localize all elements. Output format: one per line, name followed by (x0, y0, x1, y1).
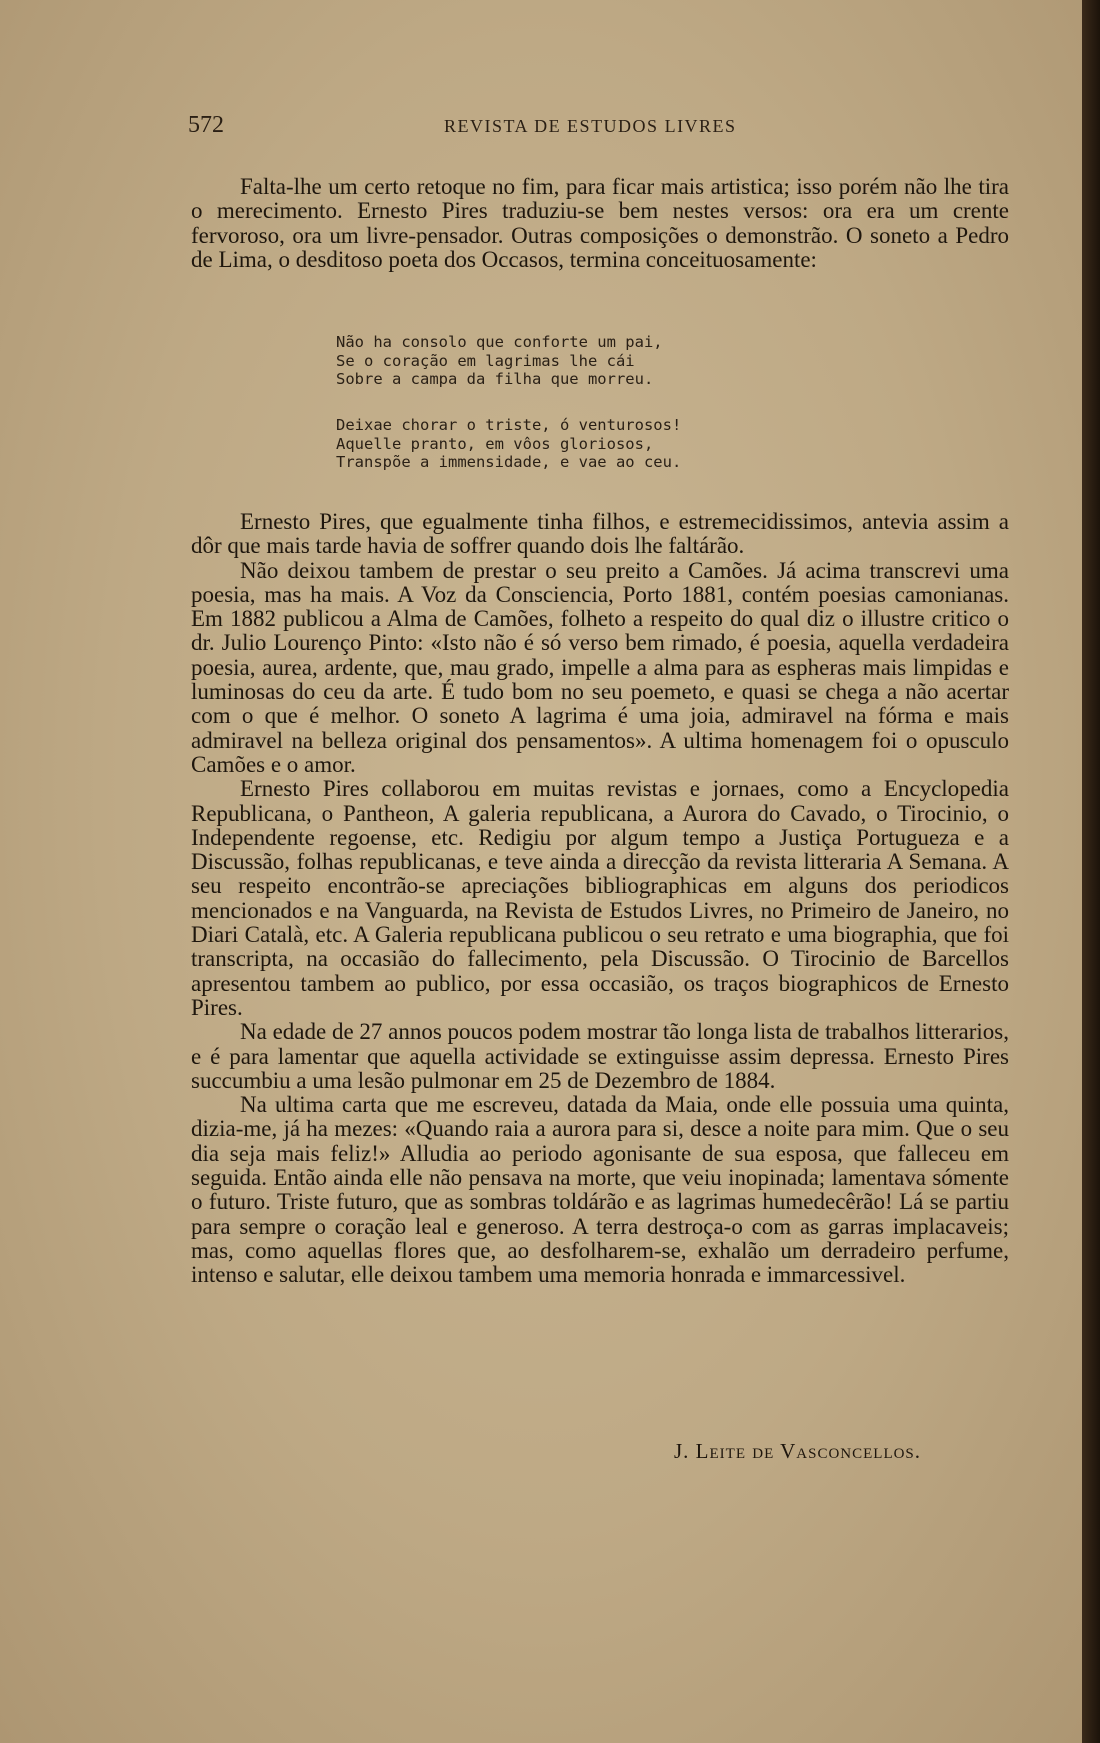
poem-line: Sobre a campa da filha que morreu. (336, 370, 654, 388)
poem-stanza-1 (336, 333, 856, 389)
paragraph: Na ultima carta que me escreveu, datada da Maia, onde elle possuia uma quinta, dizia-me, já ha mezes: «Quando raia a aurora para si, desce a noite para mim. Que o seu dia seja mais feliz!» Alludia ao periodo agonisante de sua esposa, que falleceu em seguida. Então ainda elle não pensava na morte, que veiu inopinada; lamentava sómente o futuro. Triste futuro, que as sombras toldárão e as lagrimas humedecêrão! Lá se partiu para sempre o coração leal e generoso. A terra destroça-o com as garras implacaveis; mas, como aquellas flores que, ao desfolharem-se, exhalão um derradeiro perfume, intenso e salutar, elle deixou tambem uma memoria honrada e immarcessivel. (191, 1092, 1009, 1288)
intro-paragraph: Falta-lhe um certo retoque no fim, para ficar mais artistica; isso porém não lhe tira o merecimento. Ernesto Pires traduziu-se bem nestes versos: ora era um crente fervoroso, ora um livre-pensador. Outras composições o demonstrão. O soneto a Pedro de Lima, o desditoso poeta dos Occasos, termina conceituosamente: (191, 174, 1009, 272)
intro-paragraph-block (191, 175, 1009, 272)
poem-line: Se o coração em lagrimas lhe cái (336, 351, 635, 370)
book-spine-shadow (1082, 0, 1100, 1743)
running-header (188, 112, 748, 140)
poem-line: Transpõe a immensidade, e vae ao ceu. (336, 453, 682, 471)
poem-line: Não ha consolo que conforte um pai, (336, 333, 663, 351)
journal-title: REVISTA DE ESTUDOS LIVRES (444, 116, 737, 136)
paragraph: Não deixou tambem de prestar o seu preito a Camões. Já acima transcrevi uma poesia, mas ha mais. A Voz da Consciencia, Porto 1881, contém poesias camonianas. Em 1882 publicou a Alma de Camões, folheto a respeito do qual diz o illustre critico o dr. Julio Lourenço Pinto: «Isto não é só verso bem rimado, é poesia, aquella verdadeira poesia, aurea, ardente, que, mau grado, impelle a alma para as espheras mais limpidas e luminosas do ceu da arte. É tudo bom no seu poemeto, e quasi se chega a não acertar com o que é melhor. O soneto A lagrima é uma joia, admiravel na fórma e mais admiravel na belleza original dos pensamentos». A ultima homenagem foi o opusculo Camões e o amor. (191, 557, 1009, 777)
paragraph: Ernesto Pires collaborou em muitas revistas e jornaes, como a Encyclopedia Republicana, o Pantheon, A galeria republicana, a Aurora do Cavado, o Tirocinio, o Independente regoense, etc. Redigiu por algum tempo a Justiça Portugueza e a Discussão, folhas republicanas, e teve ainda a direcção da revista litteraria A Semana. A seu respeito encontrão-se apreciações bibliographicas em alguns dos periodicos mencionados e na Vanguarda, na Revista de Estudos Livres, no Primeiro de Janeiro, no Diari Català, etc. A Galeria republicana publicou o seu retrato e uma biographia, que foi transcripta, na occasião do fallecimento, pela Discussão. O Tirocinio de Barcellos apresentou tambem ao publico, por essa occasião, os traços biographicos de Ernesto Pires. (191, 776, 1009, 1020)
author-signature: J. Leite de Vasconcellos. (674, 1439, 922, 1463)
poem-line: Deixae chorar o triste, ó venturosos! (336, 416, 682, 434)
poem-stanza-2 (336, 416, 856, 472)
page-number: 572 (188, 112, 224, 138)
body-text (191, 510, 1009, 1288)
paragraph: Ernesto Pires, que egualmente tinha filhos, e estremecidissimos, antevia assim a dôr que mais tarde havia de soffrer quando dois lhe faltárão. (191, 509, 1009, 559)
paragraph: Na edade de 27 annos poucos podem mostrar tão longa lista de trabalhos litterarios, e é para lamentar que aquella actividade se extinguisse assim depressa. Ernesto Pires succumbiu a uma lesão pulmonar em 25 de Dezembro de 1884. (191, 1019, 1010, 1093)
poem-line: Aquelle pranto, em vôos gloriosos, (336, 434, 654, 453)
